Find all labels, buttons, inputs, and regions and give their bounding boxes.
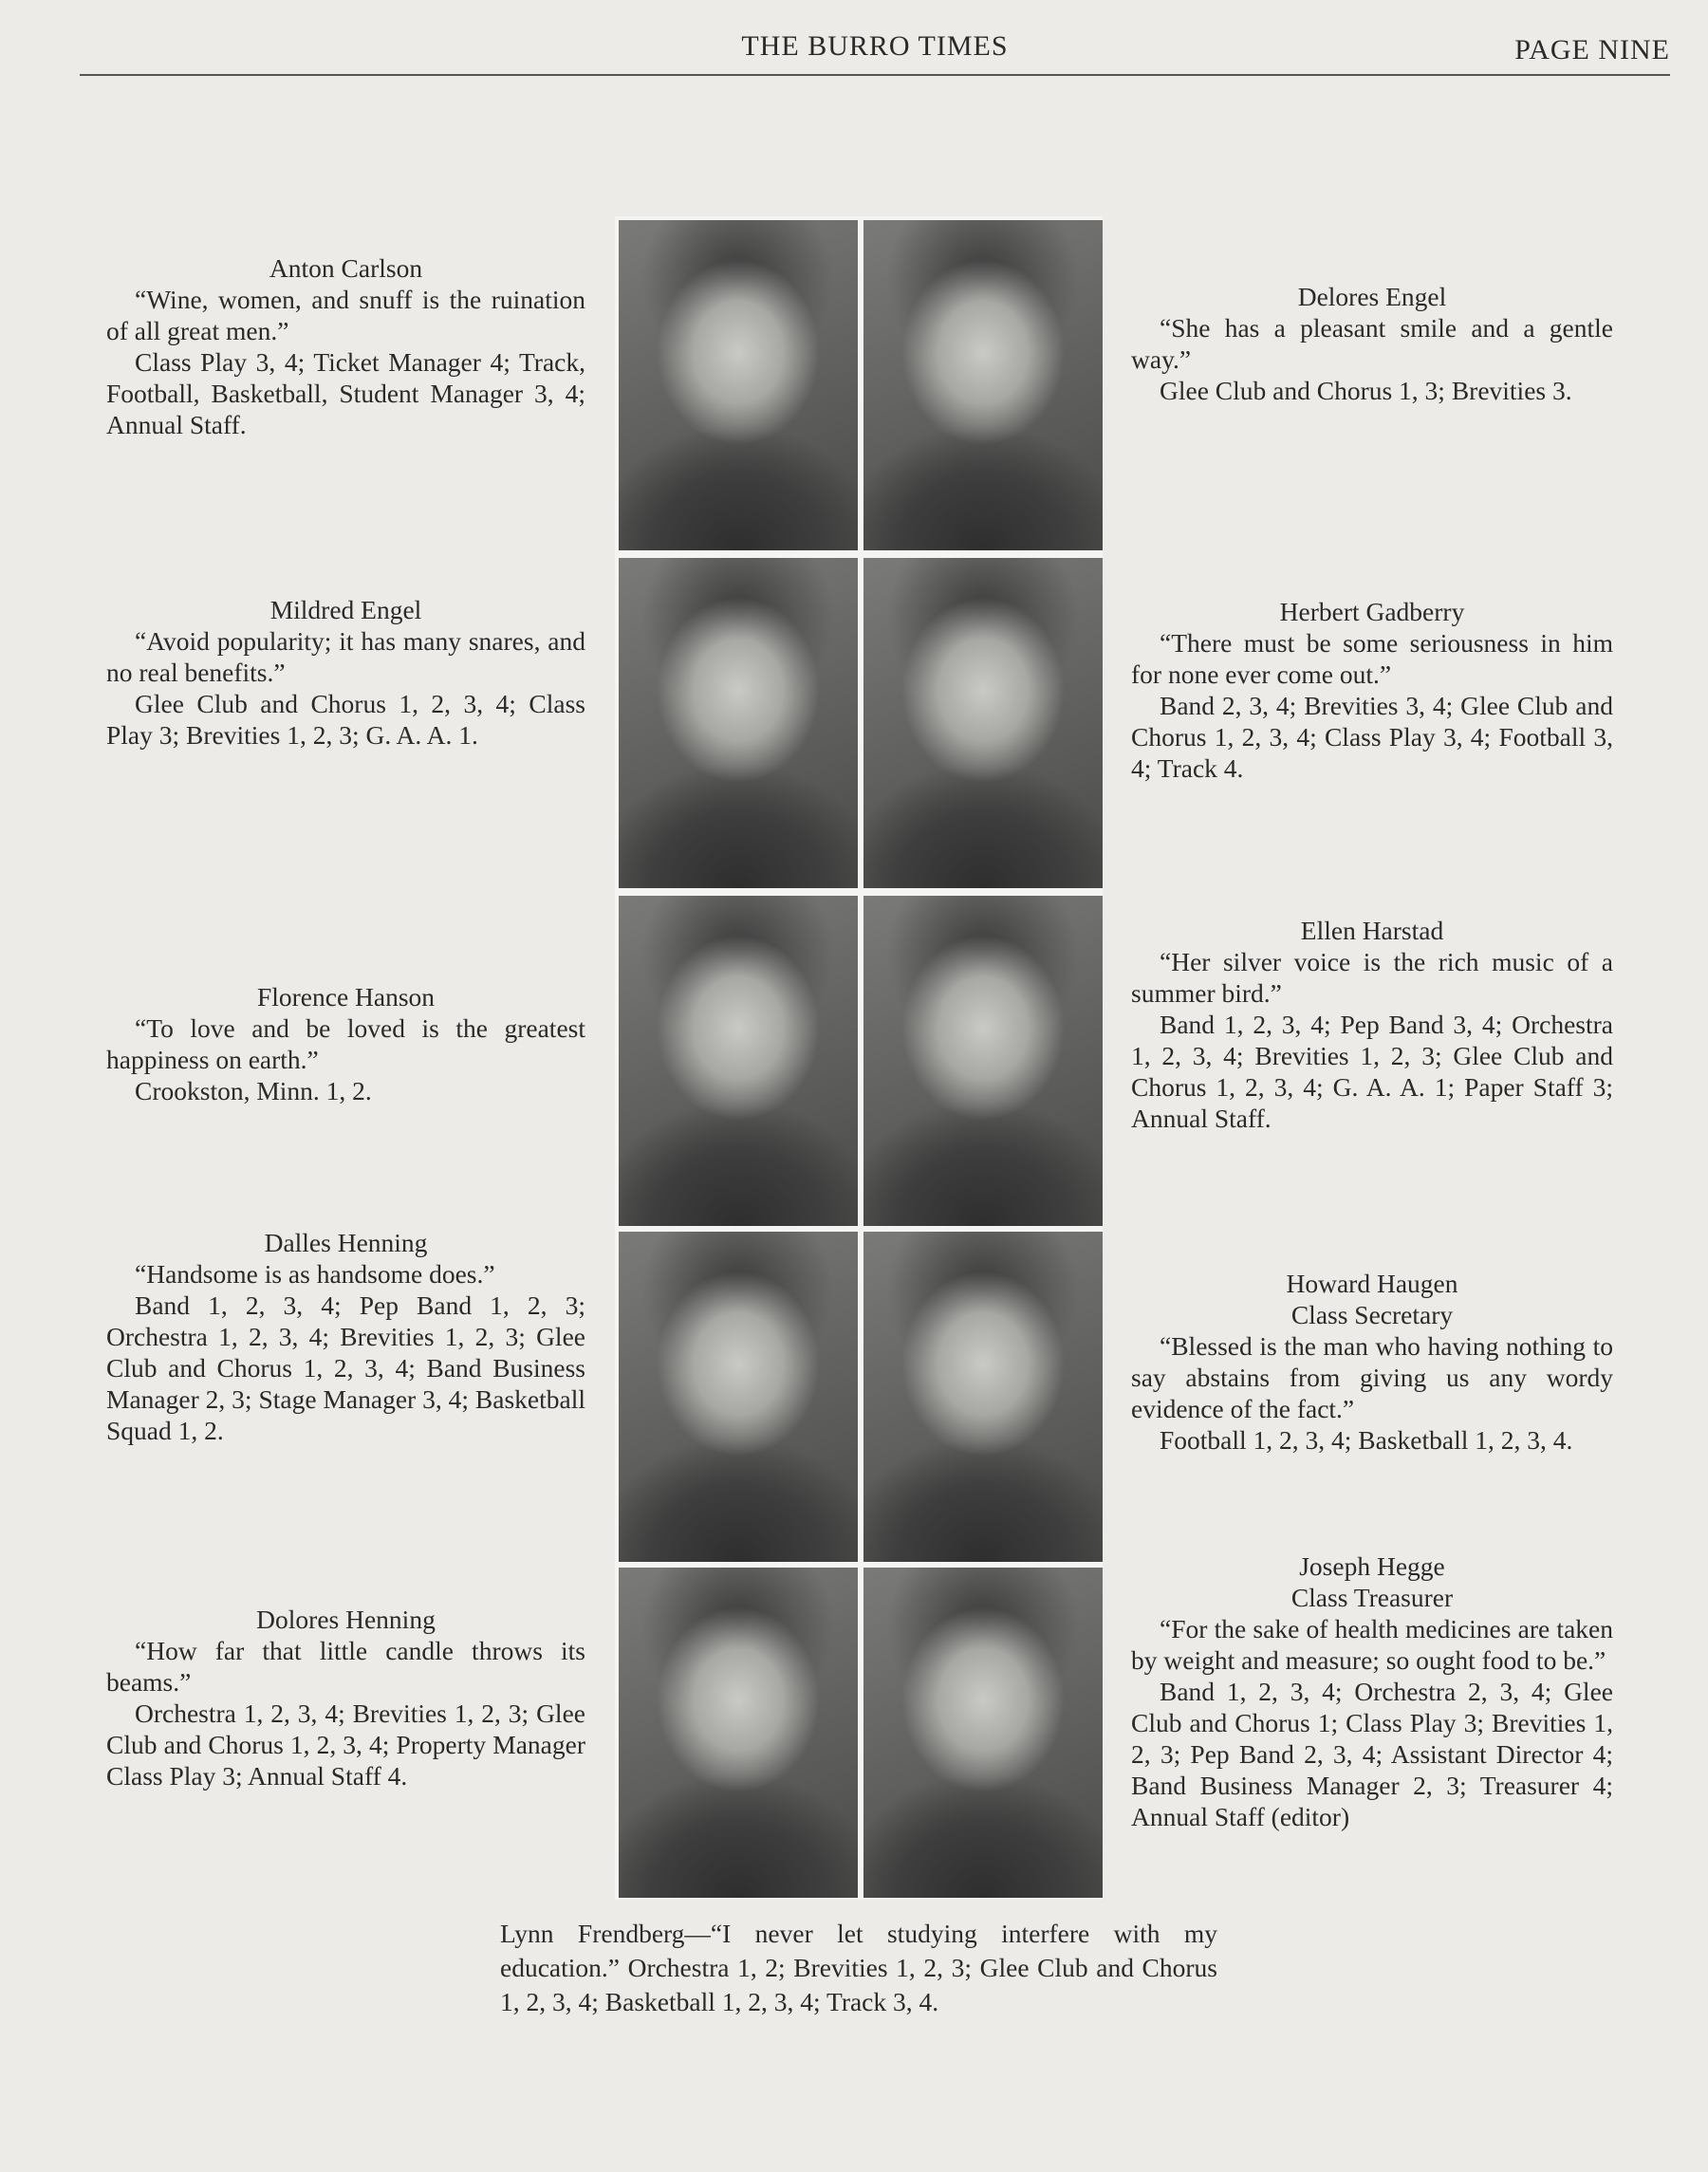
- bio-joseph-hegge: [1131, 1550, 1613, 1832]
- portrait-dalles-henning: [619, 1232, 858, 1562]
- page-header: [80, 27, 1670, 76]
- student-name: Joseph Hegge: [1299, 1551, 1445, 1581]
- student-activities: Band 1, 2, 3, 4; Pep Band 3, 4; Orchestra 1, 2, 3, 4; Brevities 1, 2, 3; Glee Club and Chorus 1, 2, 3, 4; G. A. A. 1; Paper Staff 3; Annual Staff.: [1131, 1010, 1613, 1133]
- student-name: Anton Carlson: [269, 253, 423, 283]
- student-name: Herbert Gadberry: [1279, 597, 1465, 626]
- student-activities: Orchestra 1, 2, 3, 4; Brevities 1, 2, 3; Glee Club and Chorus 1, 2, 3, 4; Property Manager Class Play 3; Annual Staff 4.: [106, 1699, 585, 1791]
- portrait-howard-haugen: [863, 1232, 1103, 1562]
- student-activities: Band 1, 2, 3, 4; Orchestra 2, 3, 4; Glee Club and Chorus 1; Class Play 3; Brevities 1, 2, 3; Pep Band 2, 3, 4; Assistant Director 4; Band Business Manager 2, 3; Treasurer 4; Annual Staff (editor): [1131, 1677, 1613, 1831]
- student-quote: “Her silver voice is the rich music of a summer bird.”: [1131, 947, 1613, 1008]
- student-office: Class Secretary: [1290, 1300, 1454, 1329]
- student-name: Mildred Engel: [269, 595, 422, 624]
- student-name: Ellen Harstad: [1300, 916, 1444, 945]
- student-quote: “For the sake of health medicines are taken by weight and measure; so ought food to be.”: [1131, 1614, 1613, 1675]
- portrait-mildred-engel: [619, 558, 858, 888]
- portrait-joseph-hegge: [863, 1568, 1103, 1898]
- student-activities: Glee Club and Chorus 1, 3; Brevities 3.: [1160, 376, 1572, 405]
- student-name: Delores Engel: [1297, 282, 1447, 311]
- student-quote: “There must be some seriousness in him for none ever come out.”: [1131, 628, 1613, 689]
- portrait-herbert-gadberry: [863, 558, 1103, 888]
- student-quote: “To love and be loved is the greatest happiness on earth.”: [106, 1013, 585, 1074]
- student-name: Dalles Henning: [264, 1228, 428, 1257]
- bio-florence-hanson: [106, 981, 585, 1106]
- bio-anton-carlson: [106, 252, 585, 440]
- portrait-delores-engel: [863, 220, 1103, 550]
- bio-howard-haugen: [1131, 1268, 1613, 1456]
- bio-ellen-harstad: [1131, 915, 1613, 1134]
- portrait-ellen-harstad: [863, 896, 1103, 1226]
- student-quote: “Wine, women, and snuff is the ruination of all great men.”: [106, 285, 585, 345]
- bio-lynn-frendberg: Lynn Frendberg—“I never let studying interfere with my education.” Orchestra 1, 2; Brevities 1, 2, 3; Glee Club and Chorus 1, 2, 3, 4; Basketball 1, 2, 3, 4; Track 3, 4.: [500, 1919, 1217, 2016]
- student-name: Howard Haugen: [1286, 1269, 1458, 1298]
- bio-delores-engel: [1131, 281, 1613, 406]
- student-activities: Crookston, Minn. 1, 2.: [135, 1076, 372, 1105]
- student-name: Florence Hanson: [256, 982, 436, 1012]
- bio-dolores-henning: [106, 1604, 585, 1791]
- student-quote: “She has a pleasant smile and a gentle way.”: [1131, 313, 1613, 374]
- bio-mildred-engel: [106, 594, 585, 751]
- student-quote: “Avoid popularity; it has many snares, and no real benefits.”: [106, 626, 585, 687]
- student-quote: “Blessed is the man who having nothing to say abstains from giving us any wordy evidence of the fact.”: [1131, 1331, 1613, 1423]
- student-quote: “Handsome is as handsome does.”: [135, 1259, 495, 1289]
- portrait-dolores-henning: [619, 1568, 858, 1898]
- student-activities: Class Play 3, 4; Ticket Manager 4; Track, Football, Basketball, Student Manager 3, 4; Annual Staff.: [106, 347, 585, 439]
- bio-herbert-gadberry: [1131, 596, 1613, 784]
- bio-dalles-henning: [106, 1227, 585, 1446]
- portrait-florence-hanson: [619, 896, 858, 1226]
- portrait-grid: [615, 216, 1103, 1900]
- student-activities: Band 1, 2, 3, 4; Pep Band 1, 2, 3; Orchestra 1, 2, 3, 4; Brevities 1, 2, 3; Glee Club and Chorus 1, 2, 3, 4; Band Business Manager 2, 3; Stage Manager 3, 4; Basketball Squad 1, 2.: [106, 1290, 585, 1445]
- student-activities: Football 1, 2, 3, 4; Basketball 1, 2, 3, 4.: [1160, 1425, 1573, 1455]
- newspaper-title: THE BURRO TIMES: [741, 30, 1009, 62]
- page-number: PAGE NINE: [1514, 34, 1670, 65]
- student-activities: Glee Club and Chorus 1, 2, 3, 4; Class Play 3; Brevities 1, 2, 3; G. A. A. 1.: [106, 689, 585, 750]
- student-name: Dolores Henning: [256, 1605, 436, 1634]
- portrait-anton-carlson: [619, 220, 858, 550]
- student-quote: “How far that little candle throws its beams.”: [106, 1636, 585, 1697]
- student-activities: Band 2, 3, 4; Brevities 3, 4; Glee Club and Chorus 1, 2, 3, 4; Class Play 3, 4; Football 3, 4; Track 4.: [1131, 691, 1613, 783]
- student-office: Class Treasurer: [1290, 1583, 1454, 1612]
